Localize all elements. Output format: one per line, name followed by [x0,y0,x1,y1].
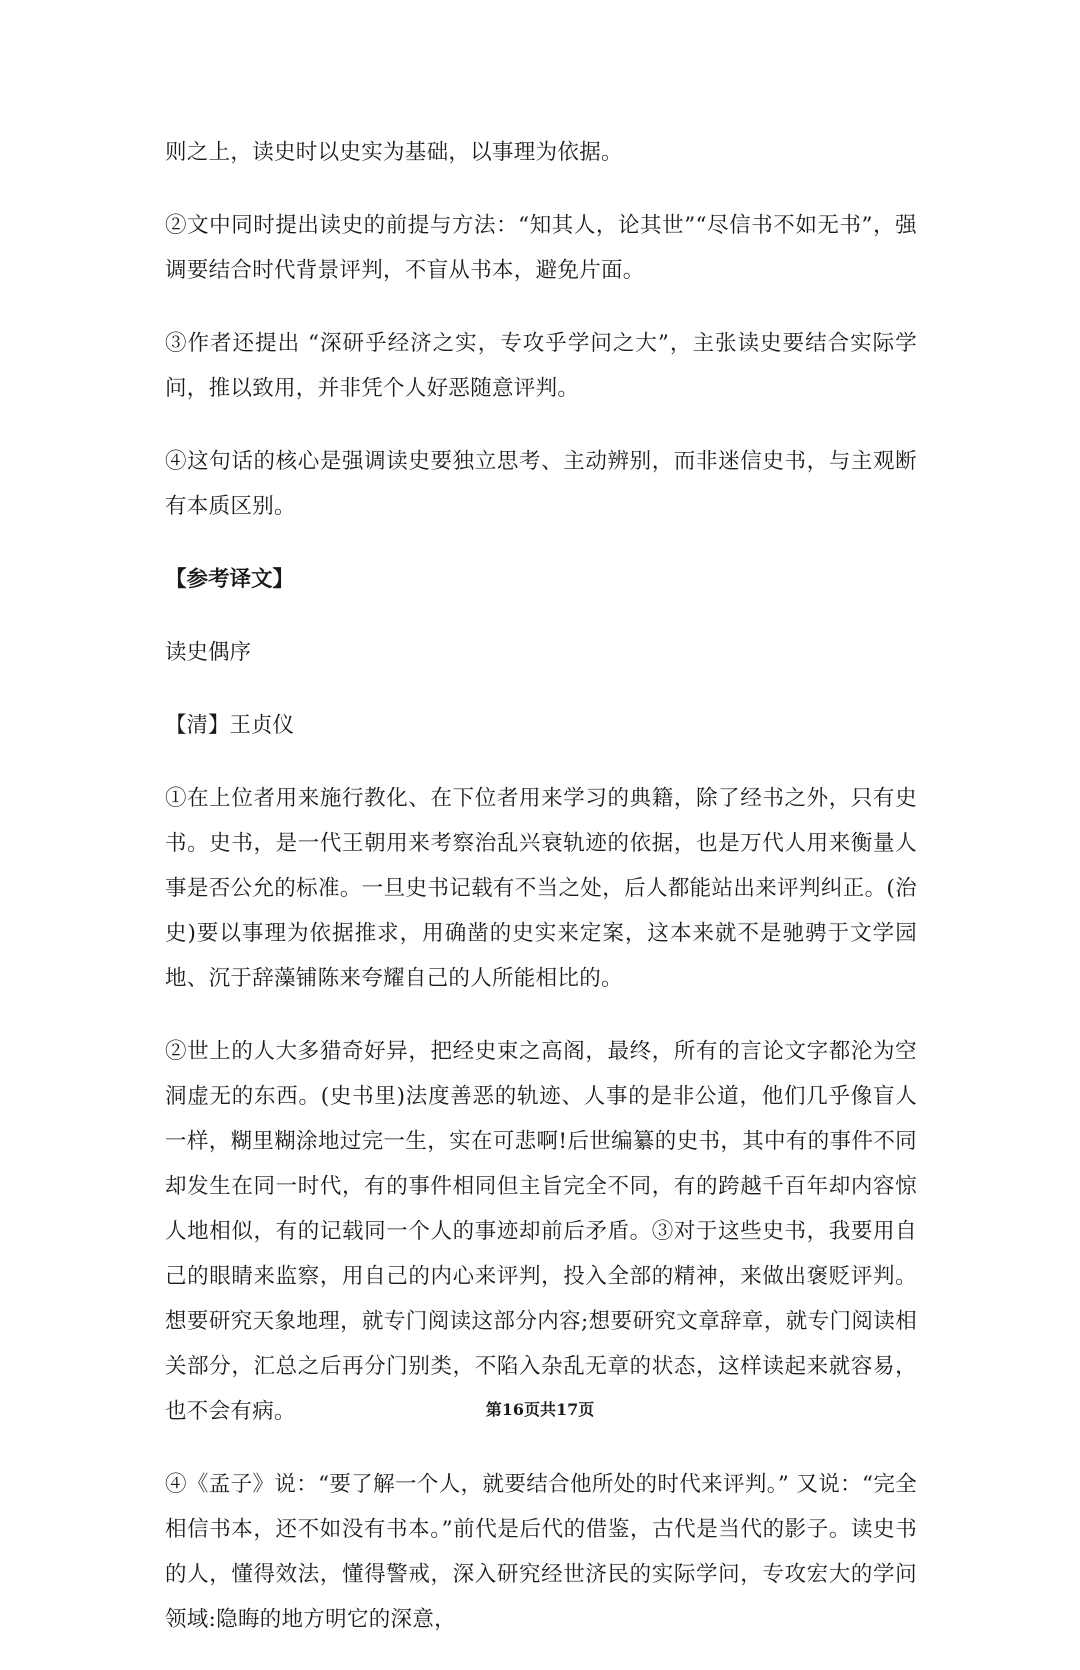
analysis-paragraph-3: ③作者还提出 “深研乎经济之实，专攻乎学问之大”，主张读史要结合实际学问，推以致用，并非凭个人好恶随意评判。 [165,331,917,401]
section-heading: 【参考译文】 [165,567,295,592]
analysis-paragraph-2: ②文中同时提出读史的前提与方法：“知其人，论其世”“尽信书不如无书”，强调要结合时代背景评判，不盲从书本，避免片面。 [165,213,917,283]
translation-paragraph-1: ①在上位者用来施行教化、在下位者用来学习的典籍，除了经书之外，只有史书。史书，是一代王朝用来考察治乱兴衰轨迹的依据，也是万代人用来衡量人事是否公允的标准。一旦史书记载有不当之处，后人都能站出来评判纠正。(治史)要以事理为依据推求，用确凿的史实来定案，这本来就不是驰骋于文学园地、沉于辞藻铺陈来夸耀自己的人所能相比的。 [165,786,917,991]
translation-author: 【清】王贞仪 [165,713,295,738]
translation-paragraph-3: ④《孟子》说：“要了解一个人，就要结合他所处的时代来评判。” 又说：“完全相信书本，还不如没有书本。”前代是后代的借鉴，古代是当代的影子。读史书的人，懂得效法，懂得警戒，深入研究经世济民的实际学问，专攻宏大的学问领域:隐晦的地方明它的深意， [165,1472,917,1632]
translation-paragraph-2: ②世上的人大多猎奇好异，把经史束之高阁，最终，所有的言论文字都沦为空洞虚无的东西。(史书里)法度善恶的轨迹、人事的是非公道，他们几乎像盲人一样，糊里糊涂地过完一生，实在可悲啊!后世编纂的史书，其中有的事件不同却发生在同一时代，有的事件相同但主旨完全不同，有的跨越千百年却内容惊人地相似，有的记载同一个人的事迹却前后矛盾。③对于这些史书，我要用自己的眼睛来监察，用自己的内心来评判，投入全部的精神，来做出褒贬评判。想要研究天象地理，就专门阅读这部分内容;想要研究文章辞章，就专门阅读相关部分，汇总之后再分门别类，不陷入杂乱无章的状态，这样读起来就容易，也不会有病。 [165,1039,917,1424]
page-number: 第16页共17页 [485,1400,595,1419]
analysis-paragraph-1: 则之上，读史时以史实为基础，以事理为依据。 [165,140,623,165]
page-content [165,130,917,1670]
translation-title: 读史偶序 [165,640,252,665]
analysis-paragraph-4: ④这句话的核心是强调读史要独立思考、主动辨别，而非迷信史书，与主观断有本质区别。 [165,449,917,519]
